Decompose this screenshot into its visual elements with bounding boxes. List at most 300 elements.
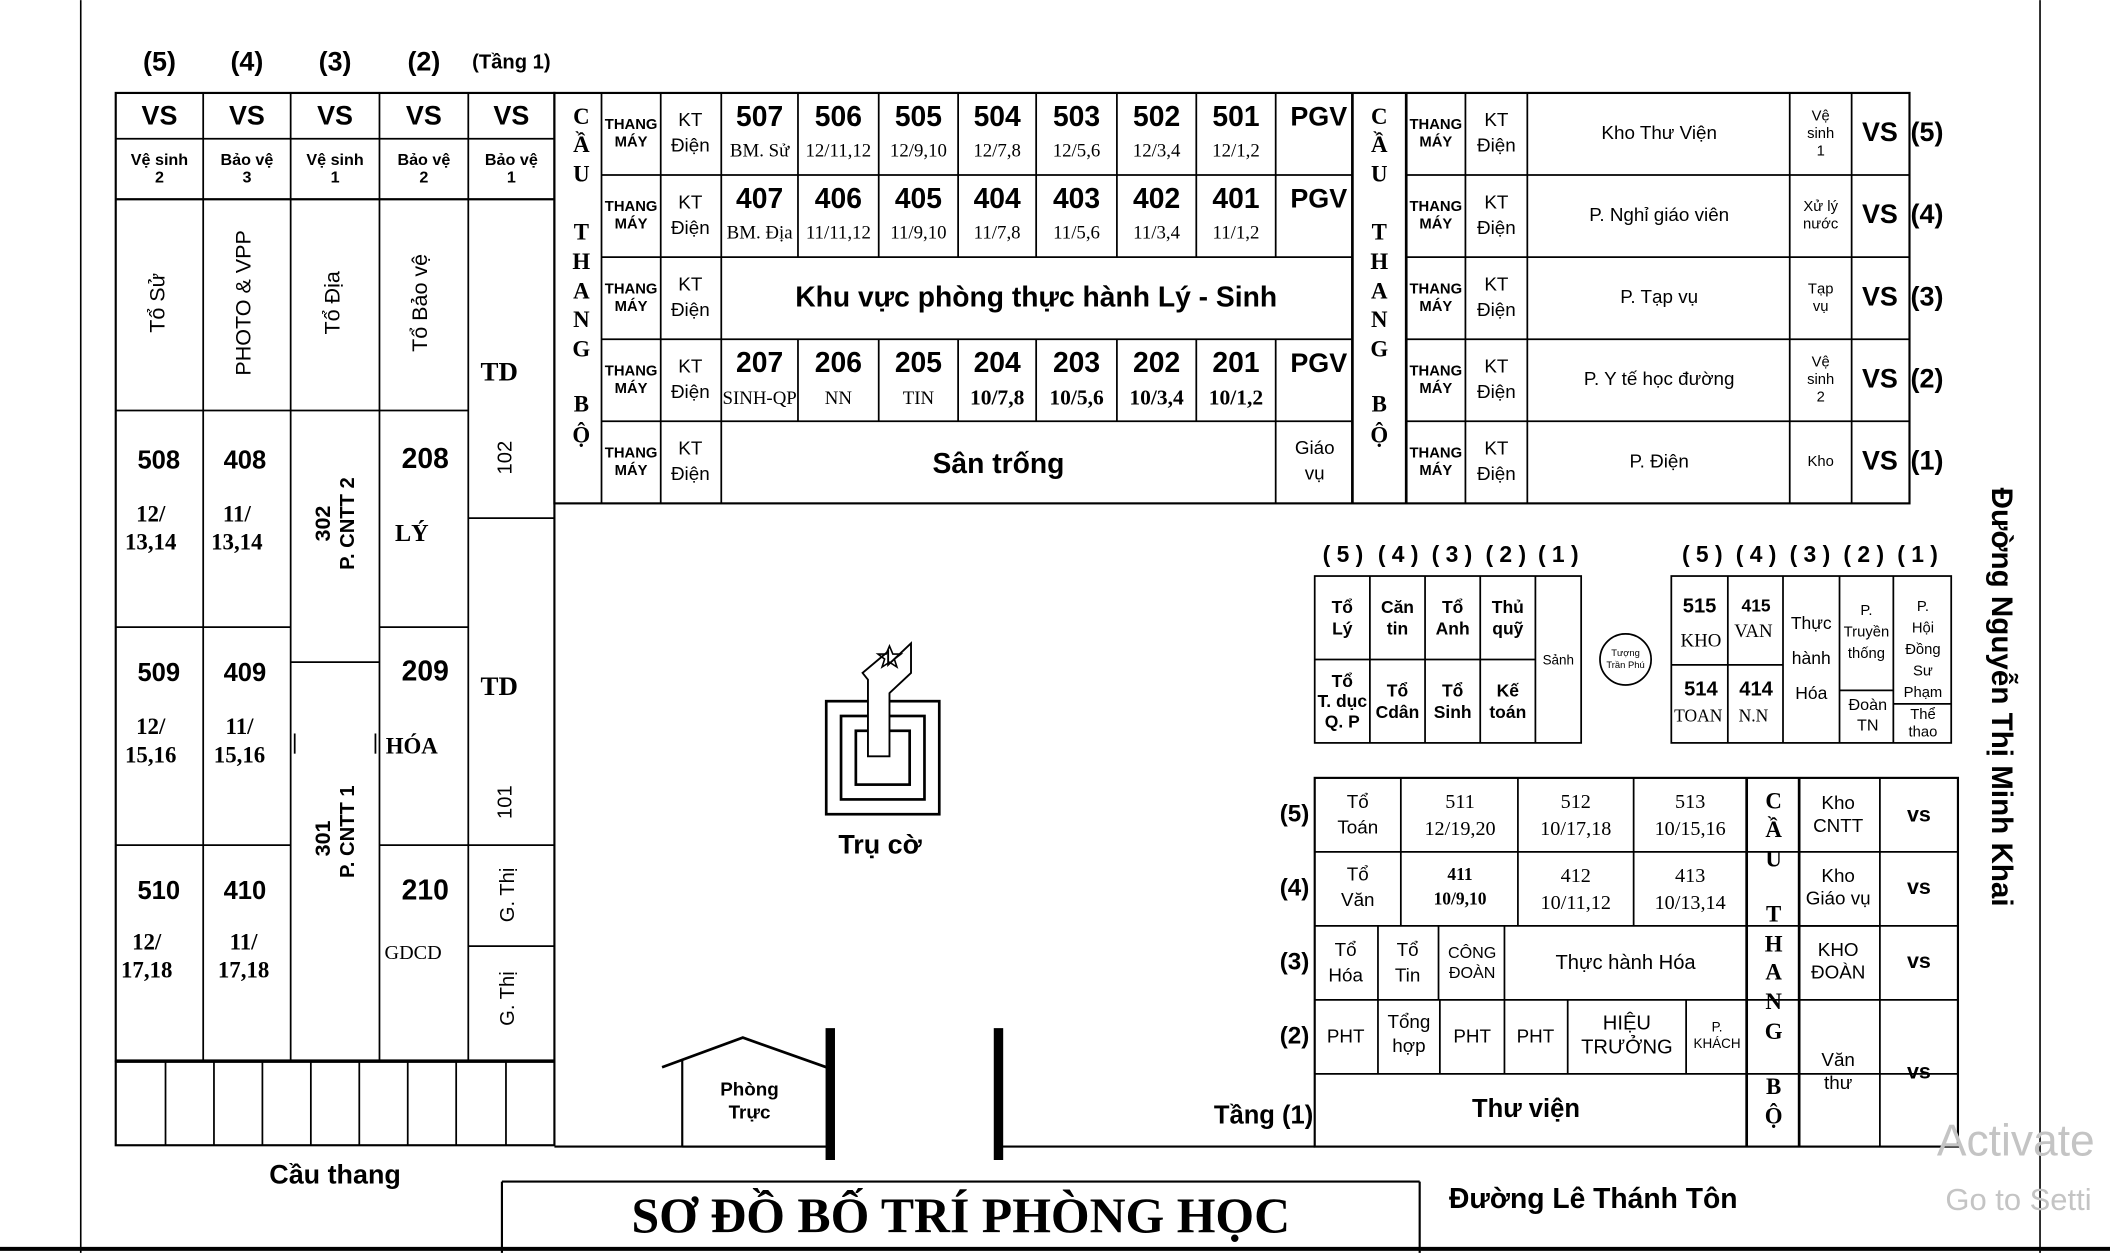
chem-lab-label: Thực (1790, 613, 1832, 634)
council-room-label: P. (1916, 598, 1929, 615)
room-415: 415 (1741, 595, 1771, 616)
elevator-label: THANG (604, 281, 658, 298)
room-number: 203 (1052, 346, 1101, 379)
room-514: 514 (1684, 678, 1718, 701)
elevator-label: THANG (604, 199, 658, 216)
floor-header: ( 5 ) (1322, 540, 1364, 567)
room-number: 506 (814, 99, 862, 132)
room-number: 507 (736, 99, 784, 132)
room-classes: 11/1,2 (1212, 222, 1260, 244)
stair-letter: A (1371, 278, 1388, 304)
kt-dien-label: KT (678, 273, 703, 295)
room-classes: TIN (902, 388, 935, 410)
stair-letter: A (1765, 959, 1782, 985)
office-label: Tổ (1331, 596, 1353, 617)
vs-toilet: VS (228, 100, 265, 131)
pgv-office: PGV (1290, 347, 1348, 378)
room-415-label: VAN (1734, 620, 1773, 642)
small-room-label: nước (1803, 216, 1839, 233)
room-510: 510 (137, 877, 181, 906)
room-301-name: P. CNTT 1 (336, 785, 359, 879)
vs-sub-label: 3 (242, 168, 252, 187)
floor-label: Tầng (1) (1213, 1101, 1314, 1130)
kt-dien-label: KT (678, 109, 703, 131)
elevator-label: THANG (604, 363, 658, 380)
stair-letter: H (1370, 249, 1389, 275)
room-td-number: 102 (494, 440, 517, 475)
room-td: TD (480, 356, 518, 387)
kt-dien-label: Điện (1477, 463, 1516, 485)
kt-dien-label: KT (678, 437, 703, 459)
storage-label: CNTT (1813, 814, 1864, 836)
storage-label: Kho (1821, 864, 1855, 886)
tradition-room-label: thống (1847, 645, 1885, 662)
council-room-label: Sư (1913, 663, 1933, 680)
kt-dien-label: Điện (1477, 134, 1516, 156)
vs-sub-label: Vệ sinh (130, 151, 189, 170)
room-208-subject: LÝ (394, 520, 429, 548)
vs-toilet: vs (1906, 1059, 1931, 1084)
chem-lab-label: Hóa (1795, 683, 1828, 704)
room-name: P. Nghỉ giáo viên (1589, 204, 1730, 226)
council-room-label: Đồng (1905, 641, 1941, 658)
room-209-subject: HÓA (385, 733, 438, 759)
room-414: 414 (1739, 678, 1773, 701)
watermark-text: Activate (1936, 1116, 2095, 1166)
room-classes: 11/3,4 (1133, 222, 1181, 244)
room-210: 210 (401, 873, 449, 906)
stair-letter: B (1765, 1073, 1782, 1099)
stair-letter: N (1765, 989, 1782, 1015)
floor-label: (5) (1910, 117, 1944, 148)
room-classes: BM. Sử (729, 140, 790, 162)
room-number: 504 (973, 99, 1021, 132)
office-label: Tổ (1441, 680, 1464, 701)
office-label: Lý (1332, 618, 1353, 639)
office-label: Tin (1394, 964, 1421, 986)
vs-toilet: vs (1906, 874, 1931, 899)
vice-principal-office: PHT (1326, 1025, 1365, 1047)
library-label: Thư viện (1472, 1095, 1580, 1124)
academic-affairs-label: Giáo (1294, 436, 1335, 458)
room-209: 209 (401, 654, 449, 687)
stair-letter: G (572, 336, 591, 362)
floor-header: (Tầng 1) (472, 51, 551, 74)
room-number: 401 (1212, 182, 1260, 215)
room-511: 511 (1445, 791, 1475, 814)
floor-header: (4) (230, 46, 264, 77)
tradition-room-label: Truyền (1843, 624, 1890, 641)
office-label: Toán (1337, 816, 1379, 838)
stair-letter: T (573, 219, 589, 245)
room-number: 406 (814, 182, 862, 215)
floor-header: ( 3 ) (1431, 540, 1473, 567)
room-number: 207 (736, 346, 784, 379)
vs-toilet: VS (1861, 363, 1898, 394)
council-room-label: Phạm (1903, 685, 1943, 702)
vs-toilet: VS (405, 100, 442, 131)
stair-letter: N (1371, 306, 1388, 332)
stair-letter: T (1765, 901, 1782, 927)
vertical-room-label: Tổ Bảo vệ (407, 253, 432, 352)
room-512: 10/17,18 (1540, 817, 1612, 840)
principal-office-label: HIỆU (1602, 1012, 1652, 1035)
pgv-office: PGV (1290, 183, 1348, 214)
room-412: 412 (1560, 865, 1591, 888)
vs-toilet: VS (1861, 445, 1898, 476)
room-classes: 12/11,12 (805, 140, 872, 162)
office-label: Tổ (1334, 938, 1357, 960)
floor-header: ( 2 ) (1843, 540, 1885, 567)
room-number: 407 (736, 182, 784, 215)
room-210-subject: GDCD (384, 941, 442, 964)
floor-header: ( 4 ) (1735, 540, 1777, 567)
kt-dien-label: Điện (670, 216, 710, 238)
vs-sub-label: Bảo vệ (484, 151, 538, 170)
room-classes: BM. Địa (726, 222, 793, 244)
elevator-label: MÁY (1419, 216, 1453, 233)
clerical-office-label: thư (1824, 1071, 1853, 1093)
elevator-label: MÁY (614, 298, 648, 315)
small-room-label: 1 (1816, 143, 1825, 160)
kt-dien-label: KT (678, 355, 703, 377)
statue-label: Tượng (1611, 646, 1640, 658)
street-right-label: Đường Nguyễn Thị Minh Khai (1984, 487, 2018, 907)
elevator-label: THANG (1409, 117, 1463, 134)
room-classes: 12/3,4 (1132, 140, 1181, 162)
vs-toilet: VS (493, 100, 530, 131)
office-label: T. dục (1317, 691, 1368, 712)
kt-dien-label: Điện (1477, 380, 1516, 402)
room-409: 409 (223, 659, 267, 688)
stair-letter: C (1765, 788, 1782, 814)
room-td-number: 101 (494, 785, 517, 819)
room-name: P. Điện (1629, 450, 1689, 472)
room-classes: NN (824, 388, 852, 410)
room-number: 206 (814, 346, 862, 379)
small-room-label: sinh (1807, 372, 1835, 389)
elevator-label: MÁY (1419, 462, 1453, 479)
elevator-label: MÁY (614, 216, 648, 233)
floor-label: (1) (1910, 445, 1944, 476)
guard-house-label: Trực (728, 1101, 771, 1123)
office-label: Cdân (1375, 701, 1420, 722)
room-408-classes: 11/ (222, 501, 251, 527)
elevator-label: MÁY (1419, 298, 1453, 315)
room-classes: 10/7,8 (969, 385, 1025, 410)
room-510-classes: 12/ (132, 929, 162, 955)
stair-letter: B (573, 391, 589, 417)
floor-header: (2) (407, 46, 441, 77)
guard-house-roof (662, 1038, 826, 1068)
stair-letter: Ộ (1764, 1103, 1783, 1129)
room-515: 515 (1682, 595, 1717, 618)
room-number: 501 (1212, 99, 1260, 132)
room-411: 411 (1447, 864, 1473, 885)
room-number: 205 (894, 346, 942, 379)
council-room-label: Hội (1911, 620, 1935, 637)
room-name: P. Y tế học đường (1583, 368, 1735, 390)
floor-header: (3) (318, 46, 352, 77)
guest-room-label: P. (1711, 1019, 1723, 1035)
room-410: 410 (223, 877, 267, 906)
room-classes: 10/1,2 (1208, 385, 1264, 410)
elevator-label: THANG (1409, 281, 1463, 298)
kt-dien-label: KT (1484, 437, 1509, 459)
kt-dien-label: Điện (670, 380, 710, 402)
office-label: Tổ (1346, 790, 1369, 812)
room-number: 503 (1052, 99, 1101, 132)
page-title: SƠ ĐỒ BỐ TRÍ PHÒNG HỌC (631, 1188, 1291, 1244)
small-room-label: Vệ (1811, 108, 1830, 125)
elevator-label: THANG (604, 445, 658, 462)
kt-dien-label: KT (1484, 191, 1509, 213)
room-508-classes: 13,14 (124, 529, 177, 555)
room-412: 10/11,12 (1540, 892, 1611, 915)
youth-union-label: Đoàn (1848, 696, 1888, 715)
lab-area-label: Khu vực phòng thực hành Lý - Sinh (795, 280, 1278, 313)
floor-header: (5) (143, 46, 176, 77)
clerical-office-label: Văn (1821, 1049, 1855, 1071)
stair-letter: U (1765, 846, 1782, 872)
stair-letter: Ộ (572, 422, 591, 448)
elevator-label: MÁY (614, 134, 648, 151)
office-label: Tổ (1396, 938, 1419, 960)
room-number: 404 (973, 182, 1021, 215)
floor-header: ( 3 ) (1789, 540, 1831, 567)
stair-letter: A (573, 278, 590, 304)
room-410-classes: 17,18 (217, 957, 270, 983)
elevator-label: THANG (1409, 445, 1463, 462)
floor-label: (5) (1279, 800, 1310, 828)
kt-dien-label: Điện (670, 463, 710, 485)
room-number: 505 (894, 99, 942, 132)
room-gthi: G. Thị (496, 867, 519, 923)
room-name: P. Tạp vụ (1620, 286, 1699, 308)
empty-yard-label: Sân trống (932, 447, 1065, 480)
general-office-label: Tổng (1387, 1010, 1431, 1032)
principal-office-label: TRƯỞNG (1581, 1036, 1673, 1059)
vs-sub-label: Vệ sinh (306, 151, 364, 170)
vs-toilet: VS (1861, 199, 1898, 230)
statue-label: Trần Phú (1606, 659, 1645, 671)
elevator-label: MÁY (614, 380, 648, 397)
general-office-label: hợp (1392, 1034, 1426, 1056)
room-509-classes: 15,16 (124, 742, 177, 768)
kt-dien-label: KT (1484, 355, 1509, 377)
vs-toilet: VS (317, 100, 354, 131)
office-label: Tổ (1346, 863, 1369, 885)
room-409-classes: 11/ (225, 714, 254, 740)
room-513: 10/15,16 (1654, 817, 1726, 840)
room-413: 413 (1675, 865, 1706, 888)
office-label: Căn (1380, 596, 1414, 617)
room-classes: 10/3,4 (1129, 385, 1184, 410)
kt-dien-label: Điện (670, 298, 710, 320)
room-number: 405 (894, 182, 942, 215)
floor-header: ( 5 ) (1681, 540, 1723, 567)
stair-letter: G (1370, 336, 1389, 362)
vs-sub-label: Bảo vệ (397, 151, 451, 170)
storage-label: Giáo vụ (1805, 887, 1871, 909)
office-label: Q. P (1324, 711, 1360, 732)
stair-letter: G (1764, 1018, 1783, 1044)
room-513: 513 (1675, 791, 1706, 814)
floor-header: ( 1 ) (1897, 540, 1938, 567)
stairs-frame (116, 1062, 555, 1145)
office-label: quỹ (1492, 618, 1524, 639)
room-302-name: P. CNTT 2 (336, 477, 359, 570)
office-label: Tổ (1386, 680, 1409, 701)
room-302: 302 (310, 505, 335, 542)
kt-dien-label: KT (678, 191, 703, 213)
vertical-room-label: Tổ Sử (145, 272, 170, 333)
sports-label: Thể (1910, 707, 1936, 724)
vs-sub-label: 1 (506, 168, 516, 187)
office-label: Tổ (1441, 596, 1464, 617)
storage-label: ĐOÀN (1810, 961, 1866, 983)
room-508: 508 (137, 446, 181, 475)
stair-letter: Ầ (573, 132, 590, 158)
vertical-room-label: PHOTO & VPP (231, 230, 256, 376)
vs-toilet: VS (1861, 117, 1898, 148)
room-413: 10/13,14 (1654, 892, 1726, 915)
stair-letter: H (572, 249, 591, 275)
vice-principal-office: PHT (1453, 1025, 1491, 1047)
room-classes: 12/9,10 (889, 140, 947, 162)
room-classes: 12/5,6 (1052, 140, 1101, 162)
room-509-classes: 12/ (136, 714, 166, 740)
office-label: Sinh (1433, 701, 1472, 722)
stair-letter: U (573, 161, 590, 187)
small-room-label: sinh (1807, 125, 1835, 142)
union-office-label: ĐOÀN (1448, 963, 1496, 982)
office-label: tin (1386, 618, 1409, 639)
room-408-classes: 13,14 (211, 529, 263, 555)
vertical-room-label: Tổ Địa (320, 271, 345, 335)
kt-dien-label: Điện (1477, 216, 1516, 238)
stair-letter: T (1371, 219, 1387, 245)
stair-letter: B (1371, 391, 1387, 417)
floor-header: ( 1 ) (1537, 540, 1579, 567)
chem-lab-label: Thực hành Hóa (1555, 951, 1696, 974)
tradition-room-label: P. (1860, 602, 1873, 619)
room-510-classes: 17,18 (120, 957, 173, 983)
room-classes: SINH-QP (722, 388, 797, 410)
street-bottom-label: Đường Lê Thánh Tôn (1449, 1181, 1738, 1214)
office-label: toán (1489, 701, 1527, 722)
kt-dien-label: KT (1484, 109, 1509, 131)
room-classes: 11/5,6 (1053, 222, 1100, 244)
elevator-label: MÁY (1419, 380, 1453, 397)
vs-sub-label: 2 (419, 168, 429, 187)
floor-label: (3) (1279, 948, 1310, 976)
room-td: TD (480, 671, 518, 702)
room-414-label: N.N (1738, 705, 1769, 726)
stair-letter: U (1371, 161, 1388, 187)
left-block-frame (116, 93, 555, 1061)
room-512: 512 (1560, 791, 1591, 814)
floor-label: (2) (1910, 363, 1944, 394)
storage-label: Kho (1821, 792, 1855, 814)
stair-letter: Ầ (1371, 132, 1388, 158)
room-number: 201 (1212, 346, 1260, 379)
pgv-office: PGV (1290, 101, 1348, 132)
office-label: Văn (1341, 888, 1375, 910)
stair-letter: N (573, 306, 590, 332)
kt-dien-label: Điện (1477, 298, 1516, 320)
stairs-label: Cầu thang (269, 1159, 401, 1190)
vs-sub-label: Bảo vệ (220, 151, 274, 170)
youth-union-label: TN (1857, 716, 1879, 735)
lobby-label: Sảnh (1542, 652, 1574, 668)
stair-letter: C (1371, 103, 1388, 129)
vs-toilet: vs (1906, 802, 1931, 827)
floor-label: (4) (1910, 199, 1944, 230)
kt-dien-label: KT (1484, 273, 1509, 295)
room-208: 208 (401, 441, 449, 474)
chem-lab-label: hành (1791, 648, 1831, 669)
room-515-label: KHO (1680, 630, 1722, 652)
small-room-label: Xử lý (1803, 199, 1838, 216)
room-classes: 12/7,8 (973, 140, 1021, 162)
office-label: Anh (1435, 618, 1470, 639)
small-room-label: Vệ (1811, 354, 1830, 371)
room-514-label: TOAN (1674, 705, 1723, 726)
floor-label: (4) (1279, 874, 1310, 902)
elevator-label: MÁY (614, 462, 648, 479)
elevator-label: THANG (604, 117, 658, 134)
guard-house-label: Phòng (720, 1078, 779, 1100)
stair-letter: C (573, 103, 590, 129)
small-room-label: 2 (1816, 389, 1825, 406)
floor-label: (3) (1910, 281, 1944, 312)
vs-sub-label: 2 (154, 168, 164, 187)
kt-dien-label: Điện (670, 134, 710, 156)
elevator-label: MÁY (1419, 134, 1453, 151)
room-number: 502 (1133, 99, 1181, 132)
sports-label: thao (1908, 724, 1938, 741)
room-301: 301 (310, 820, 335, 857)
room-classes: 12/1,2 (1212, 140, 1260, 162)
office-label: Tổ (1331, 670, 1353, 691)
elevator-label: THANG (1409, 199, 1463, 216)
room-508-classes: 12/ (136, 501, 166, 527)
floor-label: (2) (1279, 1022, 1310, 1050)
union-office-label: CÔNG (1447, 943, 1497, 962)
vs-toilet: VS (1861, 281, 1898, 312)
vs-sub-label: 1 (330, 168, 340, 187)
floor-header: ( 4 ) (1377, 540, 1419, 567)
academic-affairs-label: vụ (1304, 462, 1325, 484)
room-509: 509 (137, 659, 181, 688)
room-name: Kho Thư Viện (1601, 121, 1717, 143)
room-gthi: G. Thị (496, 971, 519, 1026)
room-number: 402 (1133, 182, 1181, 215)
stair-letter: Ầ (1765, 816, 1782, 842)
office-label: Hóa (1328, 964, 1363, 986)
office-label: Kế (1496, 680, 1519, 701)
vice-principal-office: PHT (1516, 1025, 1555, 1047)
stair-letter: H (1764, 931, 1783, 957)
stair-letter: Ộ (1370, 422, 1389, 448)
room-classes: 11/9,10 (890, 222, 947, 244)
room-classes: 11/11,12 (805, 222, 871, 244)
watermark-text: Go to Setti (1945, 1181, 2092, 1217)
elevator-label: THANG (1409, 363, 1463, 380)
guest-room-label: KHÁCH (1693, 1035, 1741, 1051)
vs-toilet: vs (1906, 948, 1931, 973)
